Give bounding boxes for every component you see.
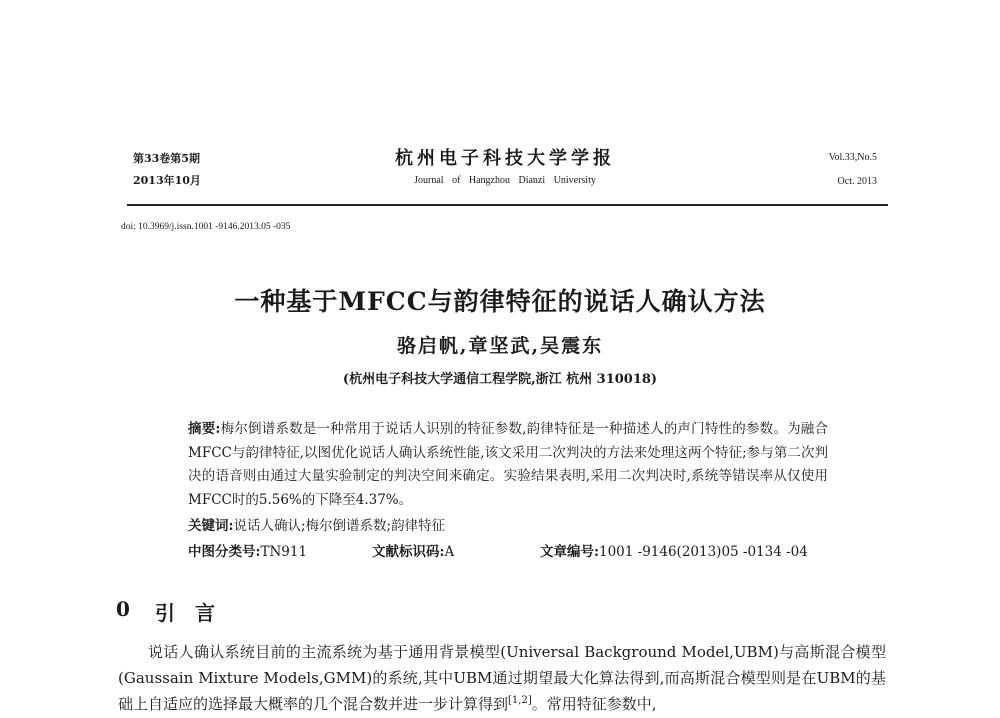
keywords-text: 说话人确认;梅尔倒谱系数;韵律特征 <box>233 518 446 534</box>
article-number-label: 文章编号: <box>540 544 599 560</box>
paper-authors: 骆启帆,章坚武,吴震东 <box>396 335 604 357</box>
publication-date-en: Oct. 2013 <box>837 176 877 187</box>
journal-name-cn: 杭州电子科技大学学报 <box>395 148 615 169</box>
paper-affiliation: (杭州电子科技大学通信工程学院,浙江 杭州 310018) <box>342 372 658 387</box>
body-text-part2: 。常用特征参数中, <box>531 695 657 713</box>
document-code <box>372 540 454 560</box>
header-divider <box>127 204 888 206</box>
article-number <box>540 540 808 560</box>
article-number-value: 1001 -9146(2013)05 -0134 -04 <box>598 544 808 560</box>
clc-value: TN911 <box>260 544 308 560</box>
document-code-value: A <box>444 544 455 560</box>
clc-number <box>188 540 307 560</box>
paper-title: 一种基于MFCC与韵律特征的说话人确认方法 <box>234 287 766 316</box>
body-text-part1: 说话人确认系统目前的主流系统为基于通用背景模型(Universal Background Model,UBM)与高斯混合模型(Gaussain Mixture Models,GMM)的系统,其中UBM通过期望最大化算法得到,而高斯混合模型则是在UBM的基础上自适应的选择最大概率的几个混合数并进一步计算得到 <box>118 643 886 713</box>
doi: doi: 10.3969/j.issn.1001 -9146.2013.05 -035 <box>121 222 291 232</box>
section-title: 引言 <box>155 601 235 625</box>
abstract <box>188 418 828 512</box>
keywords <box>188 514 445 534</box>
keywords-label: 关键词: <box>188 518 234 534</box>
clc-label: 中图分类号: <box>188 544 261 560</box>
body-paragraph <box>118 639 886 717</box>
publication-date-cn: 2013年10月 <box>133 174 201 187</box>
abstract-label: 摘要: <box>188 421 221 437</box>
volume-issue-en: Vol.33,No.5 <box>828 152 877 163</box>
abstract-text: 梅尔倒谱系数是一种常用于说话人识别的特征参数,韵律特征是一种描述人的声门特性的参数。为融合MFCC与韵律特征,以图优化说话人确认系统性能,该文采用二次判决的方法来处理这两个特征;参与第二次判决的语音则由通过大量实验制定的判决空间来确定。实验结果表明,采用二次判决时,系统等错误率从仅使用MFCC时的5.56%的下降至4.37%。 <box>188 421 829 508</box>
document-code-label: 文献标识码: <box>372 544 445 560</box>
section-number: 0 <box>116 597 130 621</box>
volume-issue-cn: 第33卷第5期 <box>133 152 200 165</box>
journal-name-en: Journal of Hangzhou Dianzi University <box>414 175 596 186</box>
citation-ref[interactable]: [1,2] <box>508 695 532 706</box>
